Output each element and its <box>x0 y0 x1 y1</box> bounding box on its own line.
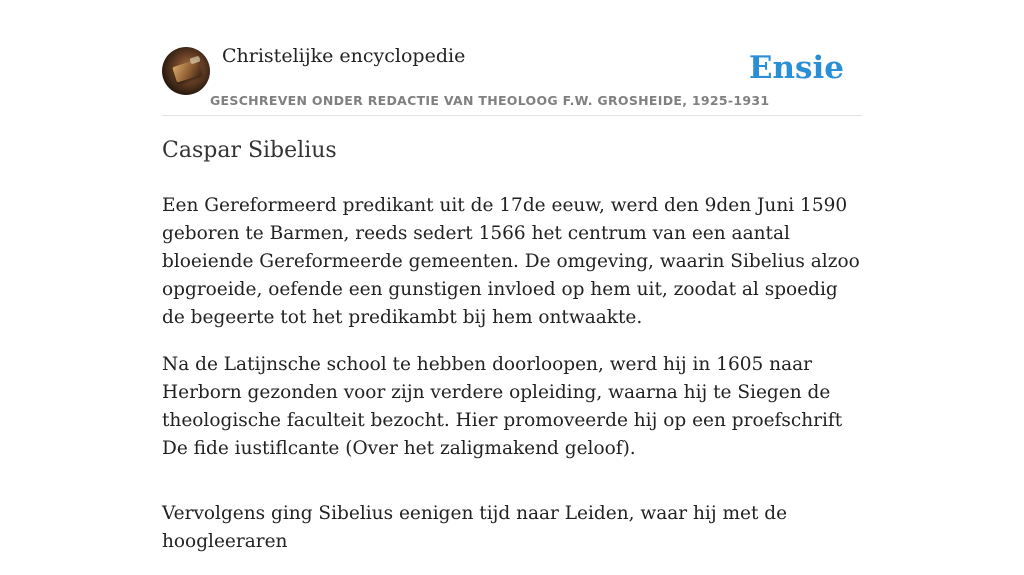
book-shape <box>172 59 202 82</box>
book-glint <box>189 56 200 65</box>
site-header <box>162 38 862 116</box>
article-title: Caspar Sibelius <box>162 138 337 163</box>
paragraph-1: Een Gereformeerd predikant uit de 17de eeuw, werd den 9den Juni 1590 geboren te Barmen, reeds sedert 1566 het centrum van een aantal bloeiende Gereformeerde gemeenten. De omgeving, waarin Sibelius alzoo opgroeide, oefende een gunstigen invloed op hem uit, zoodat al spoedig de begeerte tot het predikambt bij hem ontwaakte. <box>162 195 860 328</box>
paragraph-2: Na de Latijnsche school te hebben doorloopen, werd hij in 1605 naar Herborn gezonden voor zijn verdere opleiding, waarna hij te Siegen de theologische faculteit bezocht. Hier promoveerde hij op een proefschrift De fide iustiflcante (Over het zaligmakend geloof). <box>162 354 843 459</box>
brand-logo[interactable]: Ensie <box>748 50 844 86</box>
paragraph-3: Vervolgens ging Sibelius eenigen tijd naar Leiden, waar hij met de hoogleeraren <box>162 503 788 552</box>
site-title[interactable]: Christelijke encyclopedie <box>222 45 466 67</box>
article-body <box>162 192 862 575</box>
site-subtitle: GESCHREVEN ONDER REDACTIE VAN THEOLOOG F.W. GROSHEIDE, 1925-1931 <box>210 93 770 108</box>
book-avatar-icon[interactable] <box>162 47 210 95</box>
